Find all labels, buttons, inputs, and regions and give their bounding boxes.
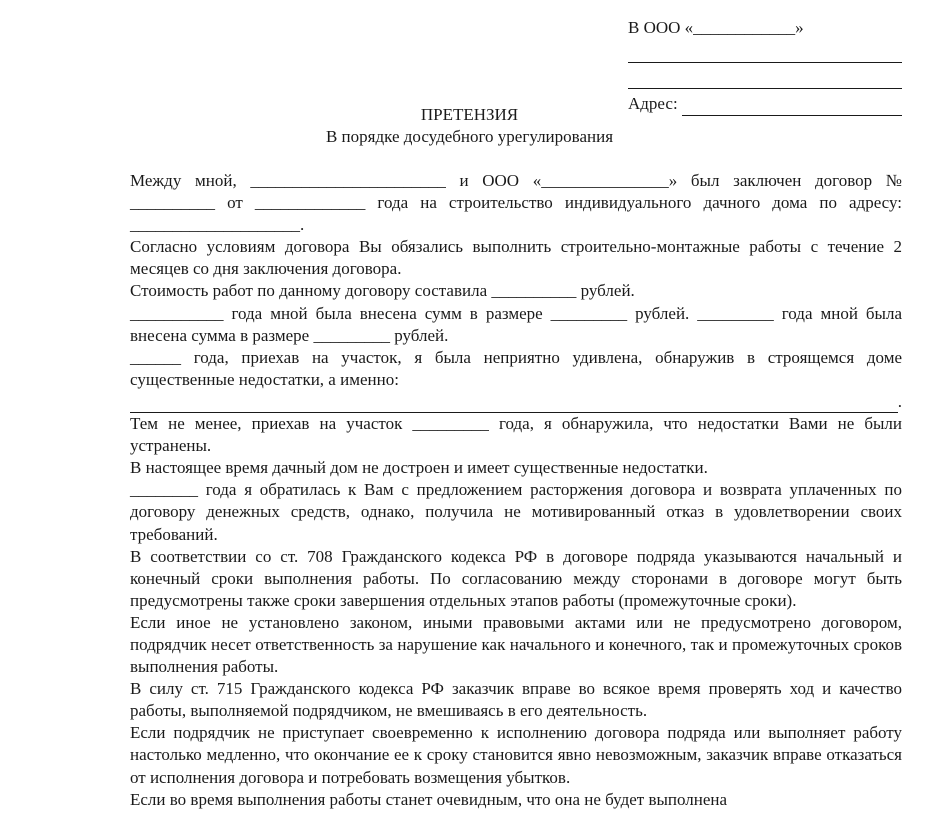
paragraph-contract: Между мной, _______________________ и ООО «_______________» был заключен договор № __________ от _____________ года на строительство индивидуального дачного дома по адресу: ____________________.	[130, 171, 902, 235]
paragraph-cost: Стоимость работ по данному договору составила __________ рублей.	[130, 281, 635, 301]
paragraph-article-715: В силу ст. 715 Гражданского кодекса РФ заказчик вправе во всякое время проверять ход и качество работы, выполняемой подрядчиком, не вмешиваясь в его деятельность.	[130, 679, 902, 721]
paragraph-not-finished: В настоящее время дачный дом не достроен и имеет существенные недостатки.	[130, 458, 708, 478]
paragraph-terms: Согласно условиям договора Вы обязались выполнить строительно-монтажные работы с течение 2 месяцев со дня заключения договора.	[130, 237, 902, 279]
addressee-block	[628, 16, 902, 116]
defects-blank	[130, 396, 898, 413]
paragraph-improper-work: Если во время выполнения работы станет очевидным, что она не будет выполнена	[130, 789, 728, 809]
claim-body	[130, 170, 902, 811]
defects-end-period: .	[897, 391, 902, 411]
defects-blank-line	[130, 391, 902, 413]
paragraph-delay: Если подрядчик не приступает своевременно к исполнению договора подряда или выполняет работу настолько медленно, что окончание ее к сроку становится явно невозможным, заказчик вправе отказаться от исполнения договора и потребовать возмещения убытков.	[130, 723, 902, 787]
paragraph-payments: ___________ года мной была внесена сумм в размере _________ рублей. _________ года мной была внесена сумма в размере _________ рублей.	[130, 303, 902, 345]
addressee-blank-line-1	[628, 40, 902, 63]
paragraph-liability: Если иное не установлено законом, иными правовыми актами или не предусмотрено договором, подрядчик несет ответственность за нарушение как начального и конечного, так и промежуточных сроков выполнения работы.	[130, 612, 902, 677]
address-label: Адрес:	[628, 94, 678, 113]
addressee-blank-line-2	[628, 66, 902, 89]
paragraph-defects: ______ года, приехав на участок, я была неприятно удивлена, обнаружив в строящемся доме существенные недостатки, а именно:	[130, 347, 902, 389]
document-subtitle: В порядке досудебного урегулирования	[325, 127, 614, 146]
document-title: ПРЕТЕНЗИЯ	[420, 105, 519, 124]
paragraph-not-fixed: Тем не менее, приехав на участок _________ года, я обнаружила, что недостатки Вами не были устранены.	[130, 414, 902, 456]
paragraph-article-708: В соответствии со ст. 708 Гражданского кодекса РФ в договоре подряда указываются начальный и конечный сроки выполнения работы. По согласованию между сторонами в договоре могут быть предусмотрены также сроки завершения отдельных этапов работы (промежуточные сроки).	[130, 546, 902, 610]
paragraph-refusal: ________ года я обратилась к Вам с предложением расторжения договора и возврата уплаченных по договору денежных средств, однако, получила не мотивированный отказ в удовлетворении своих требований.	[130, 480, 902, 544]
addressee-company: В ООО «____________»	[628, 18, 804, 37]
